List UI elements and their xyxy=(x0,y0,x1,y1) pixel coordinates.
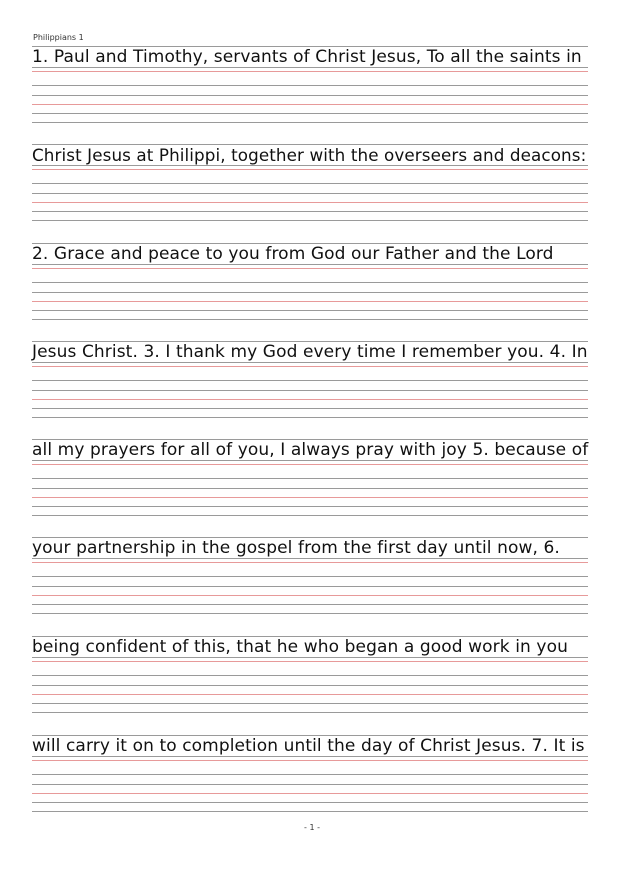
guide-line xyxy=(32,169,588,170)
practice-line xyxy=(32,380,588,381)
practice-line xyxy=(32,301,588,302)
verse-text-line: Jesus Christ. 3. I thank my God every time I remember you. 4. In xyxy=(32,342,588,362)
verse-text-line: Christ Jesus at Philippi, together with the overseers and deacons: xyxy=(32,145,587,165)
practice-line xyxy=(32,712,588,713)
practice-line xyxy=(32,515,588,516)
writing-block-2 xyxy=(32,142,588,220)
practice-line xyxy=(32,586,588,587)
practice-line xyxy=(32,802,588,803)
guide-line xyxy=(32,268,588,269)
practice-line xyxy=(32,774,588,775)
practice-line xyxy=(32,193,588,194)
guide-line xyxy=(32,71,588,72)
guide-line xyxy=(32,760,588,761)
practice-line xyxy=(32,595,588,596)
practice-line xyxy=(32,104,588,105)
writing-block-3 xyxy=(32,241,588,319)
practice-line xyxy=(32,784,588,785)
practice-line xyxy=(32,95,588,96)
practice-line xyxy=(32,604,588,605)
practice-line xyxy=(32,685,588,686)
guide-line xyxy=(32,562,588,563)
verse-text-line: will carry it on to completion until the day of Christ Jesus. 7. It is xyxy=(32,736,585,756)
practice-line xyxy=(32,292,588,293)
verse-text-line: 2. Grace and peace to you from God our Father and the Lord xyxy=(32,244,554,264)
practice-line xyxy=(32,478,588,479)
verse-text-line: your partnership in the gospel from the first day until now, 6. xyxy=(32,538,560,558)
practice-line xyxy=(32,282,588,283)
practice-line xyxy=(32,202,588,203)
verse-text-line: all my prayers for all of you, I always pray with joy 5. because of xyxy=(32,440,589,460)
practice-line xyxy=(32,183,588,184)
practice-line xyxy=(32,319,588,320)
practice-line xyxy=(32,497,588,498)
practice-line xyxy=(32,399,588,400)
practice-line xyxy=(32,703,588,704)
writing-block-8 xyxy=(32,733,588,811)
writing-block-5 xyxy=(32,437,588,515)
guide-line xyxy=(32,661,588,662)
practice-line xyxy=(32,694,588,695)
writing-block-1 xyxy=(32,44,588,122)
practice-line xyxy=(32,220,588,221)
practice-line xyxy=(32,211,588,212)
practice-line xyxy=(32,417,588,418)
practice-line xyxy=(32,310,588,311)
practice-line xyxy=(32,811,588,812)
practice-line xyxy=(32,613,588,614)
writing-block-4 xyxy=(32,339,588,417)
practice-line xyxy=(32,408,588,409)
practice-line xyxy=(32,122,588,123)
practice-line xyxy=(32,113,588,114)
practice-line xyxy=(32,793,588,794)
practice-line xyxy=(32,675,588,676)
writing-block-7 xyxy=(32,634,588,712)
verse-text-line: being confident of this, that he who began a good work in you xyxy=(32,637,568,657)
verse-text-line: 1. Paul and Timothy, servants of Christ Jesus, To all the saints in xyxy=(32,47,582,67)
practice-line xyxy=(32,576,588,577)
page-number: - 1 - xyxy=(304,823,320,832)
practice-line xyxy=(32,488,588,489)
practice-line xyxy=(32,506,588,507)
practice-line xyxy=(32,85,588,86)
guide-line xyxy=(32,464,588,465)
page-header: Philippians 1 xyxy=(33,33,84,42)
practice-line xyxy=(32,390,588,391)
writing-block-6 xyxy=(32,535,588,613)
guide-line xyxy=(32,366,588,367)
